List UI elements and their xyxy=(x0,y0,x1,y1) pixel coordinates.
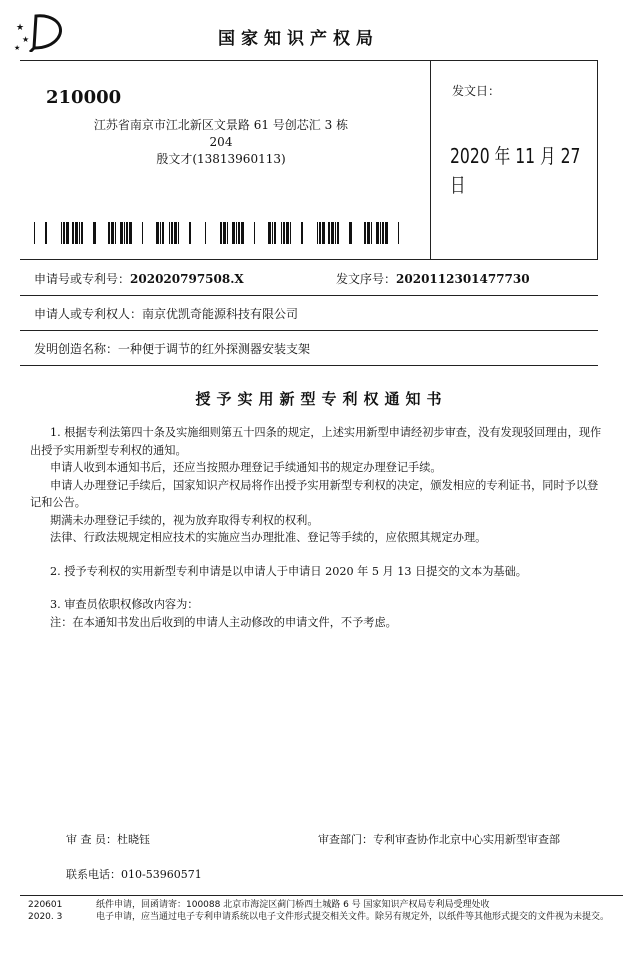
footer-notes xyxy=(96,899,616,923)
barcode-bar xyxy=(254,222,255,244)
barcode-bar xyxy=(142,222,143,244)
barcode-bar xyxy=(124,222,125,244)
note: 注：在本通知书发出后收到的申请人主动修改的申请文件，不予考虑。 xyxy=(50,615,397,629)
barcode-bar xyxy=(169,222,170,244)
barcode-bar xyxy=(93,222,96,244)
barcode-bar xyxy=(126,222,128,244)
applicant-row xyxy=(34,305,298,322)
barcode-bar xyxy=(223,222,226,244)
barcode-bar xyxy=(129,222,132,244)
barcode-bar xyxy=(382,222,384,244)
barcode-bar xyxy=(268,222,271,244)
barcode-bar xyxy=(337,222,339,244)
barcode-bar xyxy=(61,222,62,244)
barcode-bar xyxy=(349,222,352,244)
paragraph: 1. 根据专利法第四十条及实施细则第五十四条的规定，上述实用新型申请经初步审查，没有发现驳回理由，现作出授予实用新型专利权的通知。 xyxy=(30,426,602,457)
applicant-value: 南京优凯奇能源科技有限公司 xyxy=(142,307,299,321)
serial-number-row xyxy=(336,270,530,287)
barcode-bar xyxy=(281,222,282,244)
serial-number-value: 2020112301477730 xyxy=(396,272,530,286)
barcode-bar xyxy=(232,222,235,244)
barcode-bar xyxy=(322,222,325,244)
barcode-bar xyxy=(290,222,291,244)
barcode-bar xyxy=(301,222,303,244)
address-block xyxy=(86,117,356,168)
dispatch-date-label: 发文日： xyxy=(452,84,501,98)
barcode-bar xyxy=(171,222,173,244)
svg-text:★: ★ xyxy=(16,23,25,33)
paragraph: 法律、行政法规规定相应技术的实施应当办理批准、登记等手续的，应依照其规定办理。 xyxy=(50,531,487,544)
svg-text:★: ★ xyxy=(14,44,21,52)
invention-title-value: 一种便于调节的红外探测器安装支架 xyxy=(118,342,311,356)
barcode-bar xyxy=(174,222,177,244)
barcode-bar xyxy=(81,222,83,244)
barcode-bar xyxy=(385,222,388,244)
application-number-label: 申请号或专利号： xyxy=(34,272,131,286)
barcode-bar xyxy=(66,222,69,244)
barcode-bar xyxy=(398,222,399,244)
application-number-row xyxy=(34,270,244,287)
barcode-bar xyxy=(220,222,222,244)
barcode-bar xyxy=(63,222,65,244)
postal-code: 210000 xyxy=(46,87,122,108)
dispatch-date-value: 2020 年 11 月 27 日 xyxy=(450,144,581,197)
invention-title-label: 发明创造名称： xyxy=(34,342,119,356)
barcode-bar xyxy=(335,222,336,244)
barcode-bar xyxy=(160,222,161,244)
barcode-right xyxy=(218,222,406,244)
contact-phone: 联系电话：010-53960571 xyxy=(66,868,202,881)
barcode-bar xyxy=(75,222,78,244)
divider xyxy=(430,60,431,260)
barcode-bar xyxy=(79,222,80,244)
barcode-bar xyxy=(364,222,366,244)
barcode-bar xyxy=(286,222,289,244)
divider xyxy=(20,295,598,296)
barcode-bar xyxy=(236,222,237,244)
barcode-bar xyxy=(45,222,47,244)
applicant-label: 申请人或专利权人： xyxy=(34,307,143,321)
barcode-bar xyxy=(331,222,334,244)
divider xyxy=(20,60,598,61)
barcode-bar xyxy=(367,222,370,244)
cnipa-logo-icon xyxy=(14,12,66,52)
application-number-value: 202020797508.X xyxy=(130,272,244,286)
barcode-bar xyxy=(328,222,330,244)
paragraph: 3. 审查员依职权修改内容为： xyxy=(50,598,199,611)
notice-title: 授予实用新型专利权通知书 xyxy=(195,390,448,408)
barcode-bar xyxy=(274,222,276,244)
invention-title-row xyxy=(34,340,310,357)
barcode-bar xyxy=(238,222,240,244)
divider xyxy=(20,330,598,331)
divider xyxy=(20,259,598,260)
barcode-bar xyxy=(371,222,372,244)
barcode-bar xyxy=(241,222,244,244)
form-version: 2020. 3 xyxy=(28,912,63,922)
paragraph: 申请人办理登记手续后，国家知识产权局将作出授予实用新型专利权的决定，颁发相应的专利证书，同时予以登记和公告。 xyxy=(30,478,599,509)
barcode-bar xyxy=(319,222,321,244)
barcode-bar xyxy=(189,222,191,244)
barcode-bar xyxy=(120,222,123,244)
barcode-bar xyxy=(162,222,164,244)
barcode-bar xyxy=(178,222,179,244)
barcode-bar xyxy=(108,222,110,244)
svg-text:★: ★ xyxy=(22,35,30,44)
barcode-bar xyxy=(72,222,74,244)
barcode-bar xyxy=(227,222,228,244)
examiner: 审 查 员：杜晓钰 xyxy=(66,833,150,846)
barcode-bar xyxy=(317,222,318,244)
recipient: 殷文才(13813960113) xyxy=(156,152,286,166)
department: 审查部门：专利审查协作北京中心实用新型审查部 xyxy=(318,833,560,846)
divider xyxy=(20,365,598,366)
form-code: 220601 xyxy=(28,900,63,910)
notice-body xyxy=(30,424,608,631)
barcode-bar xyxy=(376,222,379,244)
paragraph: 2. 授予专利权的实用新型专利申请是以申请人于申请日 2020 年 5 月 13 日提交的文本为基础。 xyxy=(50,564,527,578)
barcode-bar xyxy=(272,222,273,244)
barcode-bar xyxy=(115,222,116,244)
footer-line: 电子申请，应当通过电子专利申请系统以电子文件形式提交相关文件。除另有规定外，以纸件等其他形式提交的文件视为未提交。 xyxy=(96,912,610,922)
footer-line: 纸件申请，回函请寄：100088 北京市海淀区蓟门桥西土城路 6 号 国家知识产权局专利局受理处收 xyxy=(96,900,490,910)
divider xyxy=(20,895,623,896)
paragraph: 申请人收到本通知书后，还应当按照办理登记手续通知书的规定办理登记手续。 xyxy=(50,461,442,474)
barcode-bar xyxy=(205,222,206,244)
barcode-bar xyxy=(156,222,159,244)
paragraph: 期满未办理登记手续的，视为放弃取得专利权的权利。 xyxy=(50,513,319,527)
barcode-bar xyxy=(380,222,381,244)
barcode-bar xyxy=(34,222,35,244)
address: 江苏省南京市江北新区文景路 61 号创芯汇 3 栋 204 xyxy=(93,118,349,149)
serial-number-label: 发文序号： xyxy=(336,272,397,286)
barcode-bar xyxy=(111,222,114,244)
office-name: 国家知识产权局 xyxy=(218,29,379,49)
barcode-bar xyxy=(283,222,285,244)
barcode-left xyxy=(34,222,206,244)
